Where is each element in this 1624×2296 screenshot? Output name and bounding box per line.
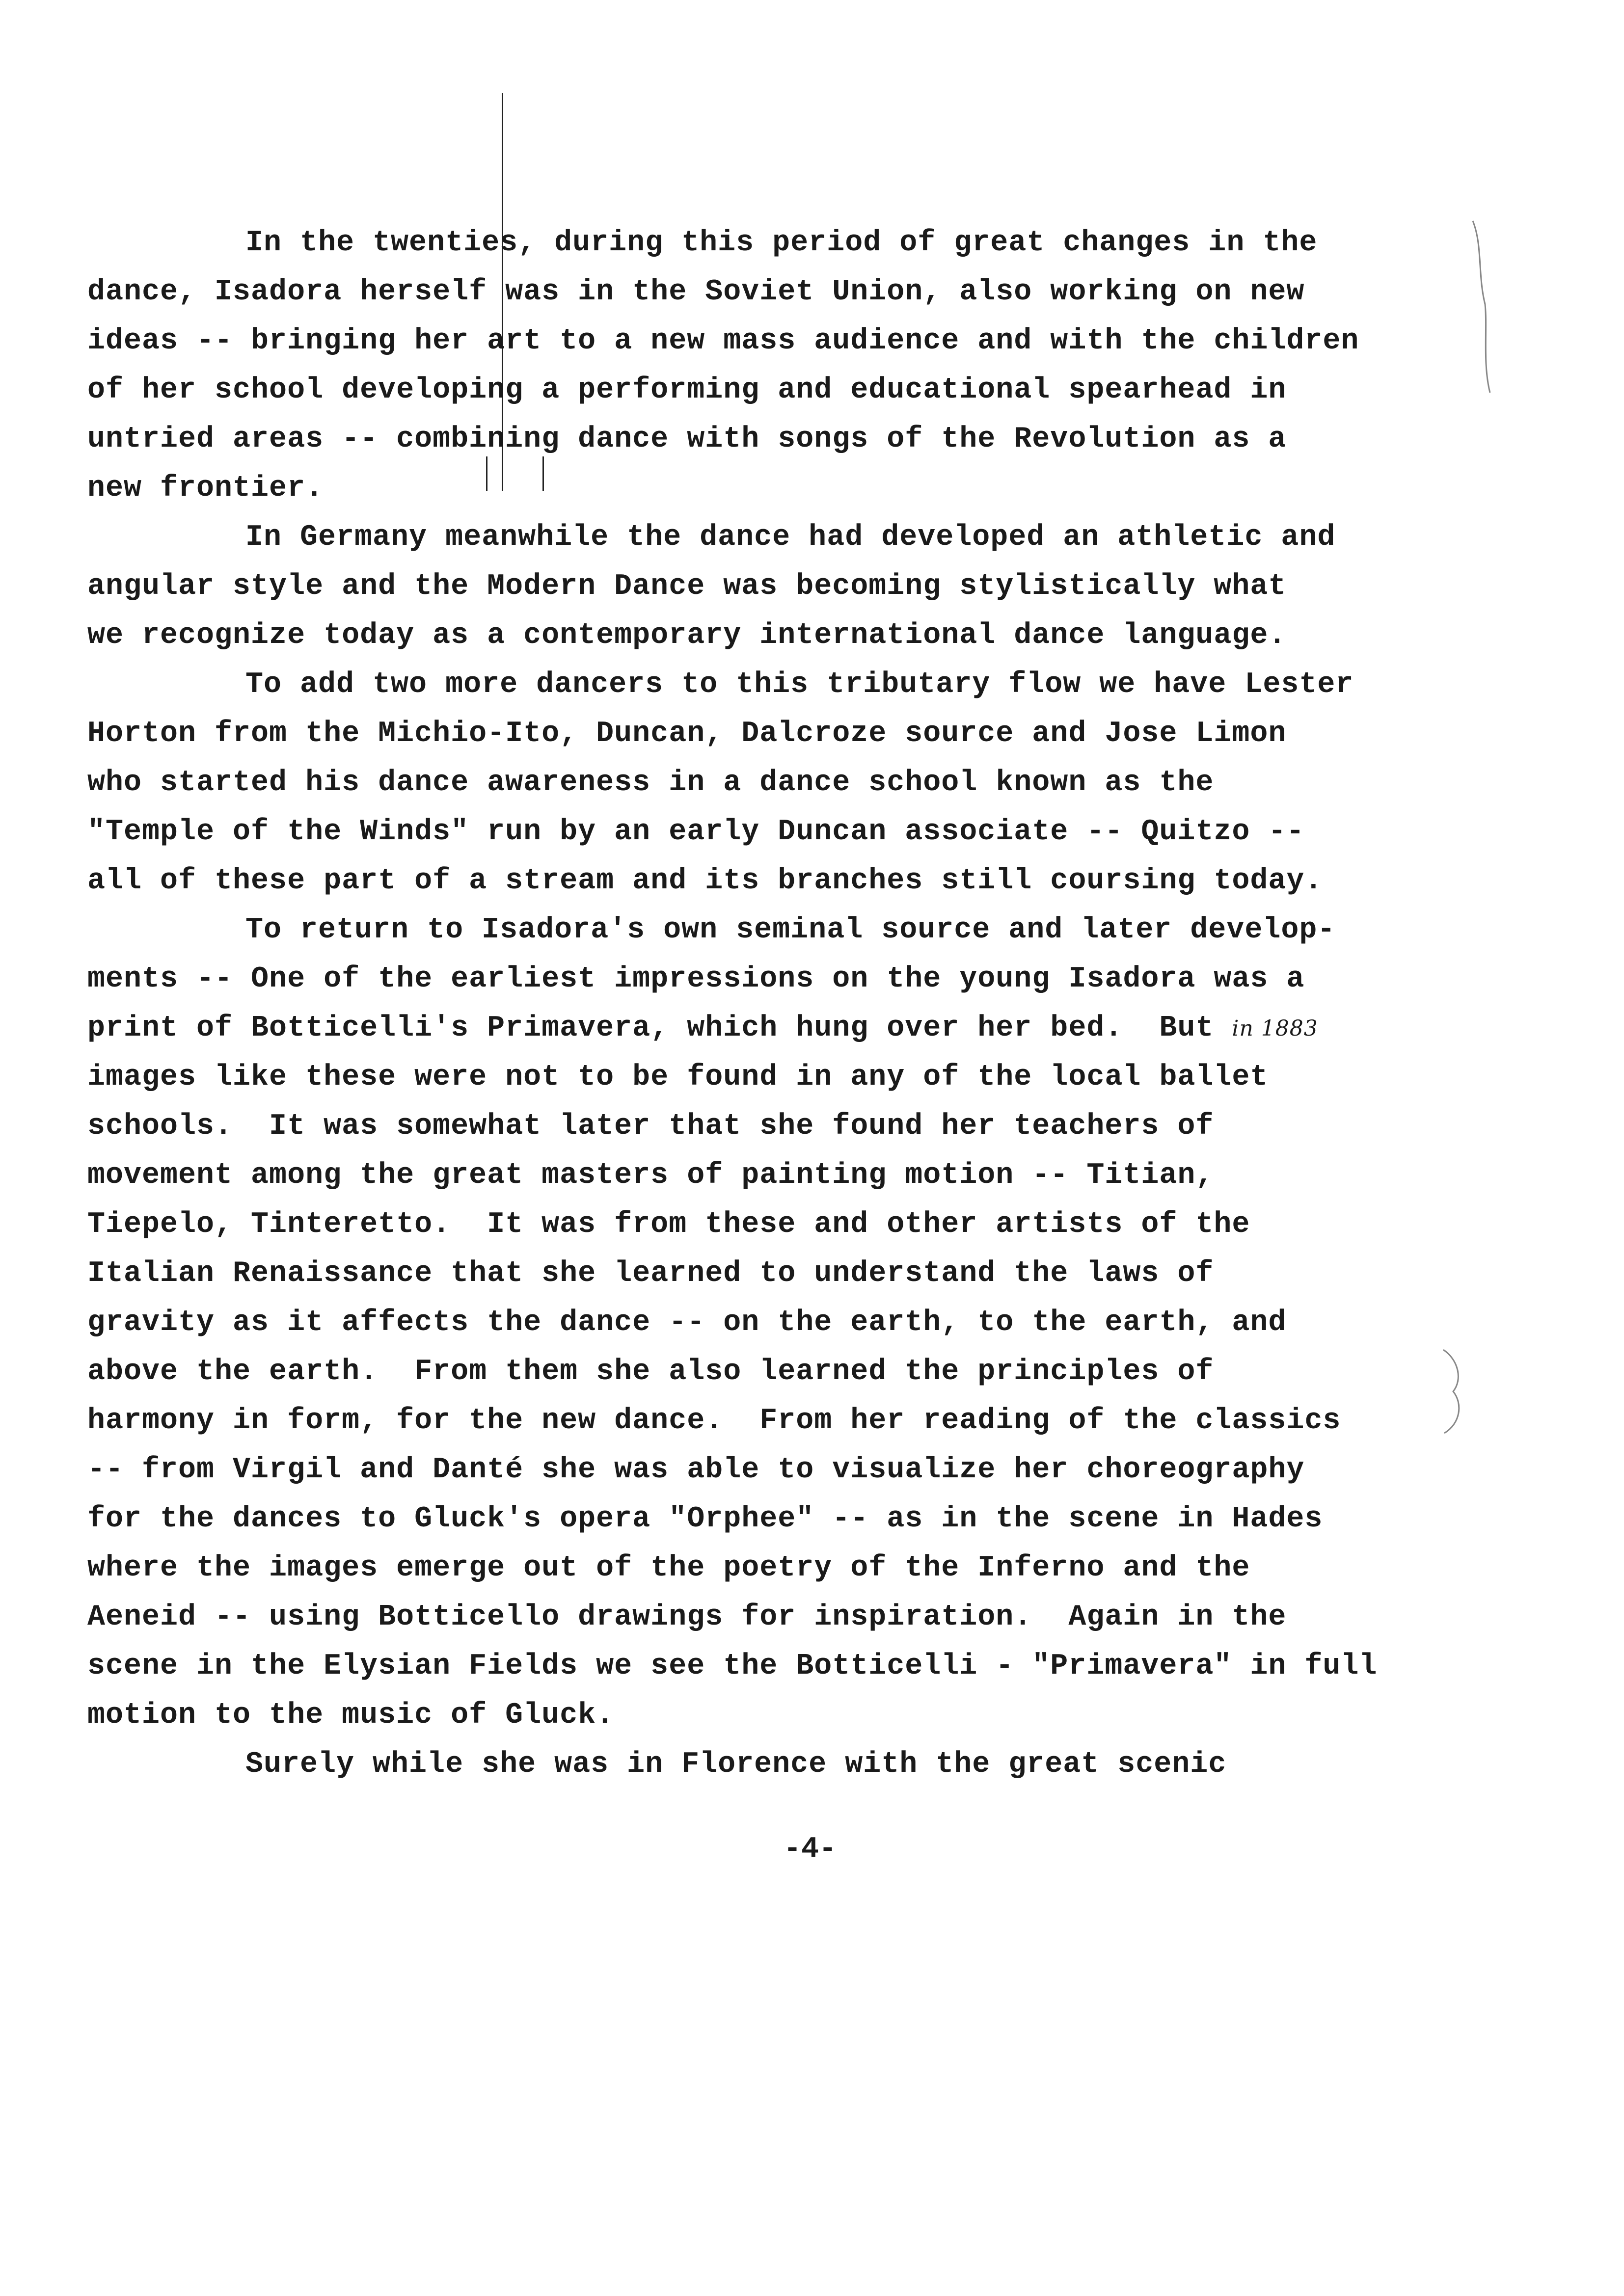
text-line: Tiepelo, Tinteretto. It was from these and other artists of the: [87, 1208, 1250, 1241]
text-line: we recognize today as a contemporary international dance language.: [87, 619, 1287, 652]
text-line: ideas -- bringing her art to a new mass audience and with the children: [87, 324, 1359, 358]
text-line: schools. It was somewhat later that she found her teachers of: [87, 1110, 1214, 1143]
text-line: gravity as it affects the dance -- on the earth, to the earth, and: [87, 1306, 1287, 1339]
text-line: ments -- One of the earliest impressions on the young Isadora was a: [87, 962, 1305, 996]
text-line: movement among the great masters of painting motion -- Titian,: [87, 1159, 1214, 1192]
text-line-with-annotation: [87, 1004, 1501, 1053]
text-line: To add two more dancers to this tributary flow we have Lester: [245, 668, 1354, 701]
text-line: -- from Virgil and Danté she was able to visualize her choreography: [87, 1453, 1305, 1487]
text-line: angular style and the Modern Dance was becoming stylistically what: [87, 570, 1287, 603]
text-line: untried areas -- combining dance with songs of the Revolution as a: [87, 423, 1287, 456]
text-line: In the twenties, during this period of great changes in the: [245, 226, 1318, 260]
text-line: scene in the Elysian Fields we see the Botticelli - "Primavera" in full: [87, 1650, 1378, 1683]
text-line: Surely while she was in Florence with the great scenic: [245, 1748, 1227, 1781]
text-line: harmony in form, for the new dance. From her reading of the classics: [87, 1404, 1341, 1438]
text-line: In Germany meanwhile the dance had developed an athletic and: [245, 521, 1336, 554]
text-line: Aeneid -- using Botticello drawings for inspiration. Again in the: [87, 1601, 1287, 1634]
text-line: motion to the music of Gluck.: [87, 1699, 615, 1732]
text-line: images like these were not to be found in any of the local ballet: [87, 1061, 1269, 1094]
text-line: for the dances to Gluck's opera "Orphee" -- as in the scene in Hades: [87, 1502, 1323, 1536]
text-line: To return to Isadora's own seminal source and later develop-: [245, 913, 1336, 947]
text-line: all of these part of a stream and its branches still coursing today.: [87, 864, 1323, 898]
text-line: "Temple of the Winds" run by an early Duncan associate -- Quitzo --: [87, 815, 1305, 849]
text-line: above the earth. From them she also learned the principles of: [87, 1355, 1214, 1388]
page-number: -4-: [783, 1833, 837, 1866]
text-line: dance, Isadora herself was in the Soviet Union, also working on new: [87, 275, 1305, 309]
text-line: Italian Renaissance that she learned to understand the laws of: [87, 1257, 1214, 1290]
document-body: [87, 218, 1501, 1789]
text-line: Horton from the Michio-Ito, Duncan, Dalcroze source and Jose Limon: [87, 717, 1287, 750]
text-line: of her school developing a performing and educational spearhead in: [87, 374, 1287, 407]
handwritten-annotation: in 1883: [1232, 1016, 1318, 1041]
text-line: where the images emerge out of the poetry of the Inferno and the: [87, 1551, 1250, 1585]
text-line-content: print of Botticelli's Primavera, which hung over her bed. But: [87, 1012, 1214, 1045]
text-line: who started his dance awareness in a dance school known as the: [87, 766, 1214, 800]
text-line: new frontier.: [87, 472, 324, 505]
